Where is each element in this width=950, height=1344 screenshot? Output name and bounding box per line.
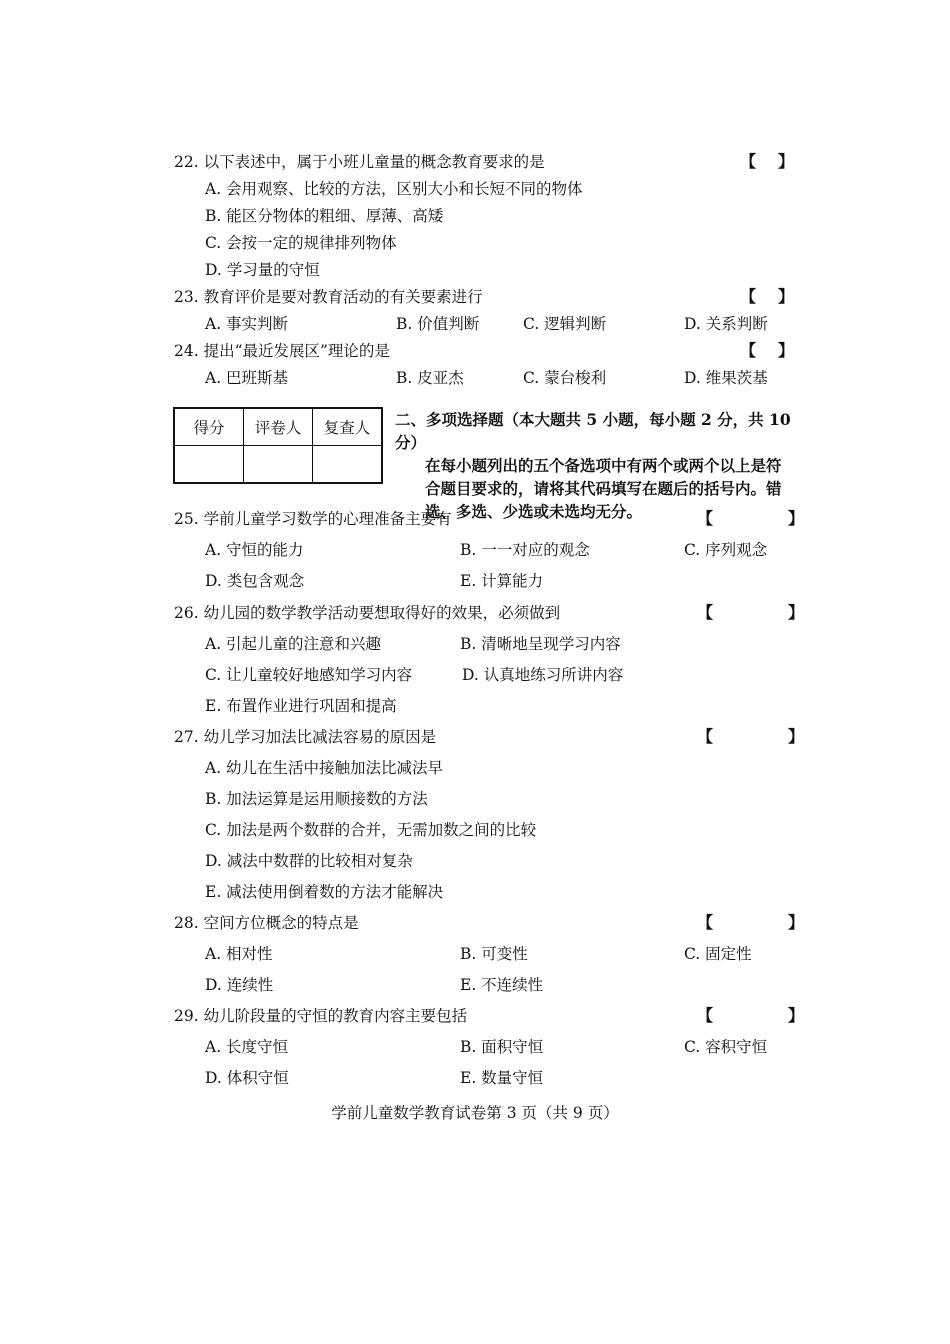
question-22-option-d: D. 学习量的守恒 (205, 261, 320, 279)
question-26-option-c: C. 让儿童较好地感知学习内容 (205, 666, 413, 684)
question-27-option-d: D. 减法中数群的比较相对复杂 (205, 852, 413, 870)
answer-bracket-close: 】 (788, 913, 805, 932)
question-23-stem: 23. 教育评价是要对教育活动的有关要素进行 (174, 288, 483, 306)
question-22-option-b: B. 能区分物体的粗细、厚薄、高矮 (205, 207, 444, 225)
question-24-option-a: A. 巴班斯基 (205, 369, 289, 387)
answer-bracket-close: 】 (788, 509, 805, 528)
question-27-stem: 27. 幼儿学习加法比减法容易的原因是 (174, 728, 437, 746)
answer-bracket-close: 】 (778, 287, 795, 306)
grader-cell[interactable] (244, 446, 313, 484)
answer-bracket-open: 【 (740, 287, 757, 306)
question-29-option-a: A. 长度守恒 (205, 1038, 289, 1056)
question-28-option-e: E. 不连续性 (460, 976, 544, 994)
question-27-option-c: C. 加法是两个数群的合并，无需加数之间的比较 (205, 821, 537, 839)
grader-header: 评卷人 (244, 408, 313, 446)
section-2-instruction-line: 在每小题列出的五个备选项中有两个或两个以上是符 (425, 456, 782, 475)
question-26-option-a: A. 引起儿童的注意和兴趣 (205, 635, 382, 653)
question-26-option-b: B. 清晰地呈现学习内容 (460, 635, 621, 653)
answer-bracket-open: 【 (697, 1006, 714, 1025)
question-22-option-c: C. 会按一定的规律排列物体 (205, 234, 397, 252)
question-24-stem: 24. 提出“最近发展区”理论的是 (174, 342, 390, 360)
question-29-option-c: C. 容积守恒 (684, 1038, 768, 1056)
question-24-option-c: C. 蒙台梭利 (523, 369, 607, 387)
question-24-option-b: B. 皮亚杰 (396, 369, 464, 387)
section-2-header (395, 408, 815, 523)
question-29-stem: 29. 幼儿阶段量的守恒的教育内容主要包括 (174, 1007, 468, 1025)
section-2-instruction-line: 选、多选、少选或未选均无分。 (425, 502, 643, 521)
answer-bracket-open: 【 (697, 913, 714, 932)
question-25-option-c: C. 序列观念 (684, 541, 768, 559)
answer-bracket-close: 】 (788, 603, 805, 622)
question-23-option-d: D. 关系判断 (684, 315, 768, 333)
question-23-option-a: A. 事实判断 (205, 315, 289, 333)
section-2-instruction-line: 合题目要求的，请将其代码填写在题后的括号内。错 (425, 479, 782, 498)
question-27-option-e: E. 减法使用倒着数的方法才能解决 (205, 883, 444, 901)
question-25-option-a: A. 守恒的能力 (205, 541, 304, 559)
question-25-option-d: D. 类包含观念 (205, 572, 305, 590)
question-23-option-c: C. 逻辑判断 (523, 315, 607, 333)
answer-bracket-open: 【 (697, 603, 714, 622)
question-23-option-b: B. 价值判断 (396, 315, 480, 333)
question-22-option-a: A. 会用观察、比较的方法，区别大小和长短不同的物体 (205, 180, 583, 198)
question-28-option-a: A. 相对性 (205, 945, 273, 963)
score-header: 得分 (174, 408, 244, 446)
question-28-option-b: B. 可变性 (460, 945, 528, 963)
answer-bracket-open: 【 (697, 727, 714, 746)
question-29-option-d: D. 体积守恒 (205, 1069, 289, 1087)
question-26-option-d: D. 认真地练习所讲内容 (462, 666, 624, 684)
answer-bracket-close: 】 (778, 341, 795, 360)
section-2-title: 二、多项选择题（本大题共 5 小题，每小题 2 分，共 10 分） (395, 410, 791, 452)
reviewer-header: 复查人 (313, 408, 383, 446)
question-26-stem: 26. 幼儿园的数学教学活动要想取得好的效果，必须做到 (174, 604, 561, 622)
reviewer-cell[interactable] (313, 446, 383, 484)
question-29-option-b: B. 面积守恒 (460, 1038, 544, 1056)
question-28-stem: 28. 空间方位概念的特点是 (174, 914, 359, 932)
question-22-stem: 22. 以下表述中，属于小班儿童量的概念教育要求的是 (174, 153, 545, 171)
answer-bracket-open: 【 (697, 509, 714, 528)
answer-bracket-close: 】 (778, 152, 795, 171)
question-27-option-a: A. 幼儿在生活中接触加法比减法早 (205, 759, 444, 777)
answer-bracket-open: 【 (740, 152, 757, 171)
question-25-option-e: E. 计算能力 (460, 572, 544, 590)
score-table (173, 407, 383, 484)
answer-bracket-close: 】 (788, 1006, 805, 1025)
question-27-option-b: B. 加法运算是运用顺接数的方法 (205, 790, 428, 808)
question-24-option-d: D. 维果茨基 (684, 369, 768, 387)
page-footer: 学前儿童数学教育试卷第 3 页（共 9 页） (331, 1104, 619, 1122)
score-cell[interactable] (174, 446, 244, 484)
question-25-stem: 25. 学前儿童学习数学的心理准备主要有 (174, 510, 452, 528)
answer-bracket-close: 】 (788, 727, 805, 746)
question-28-option-d: D. 连续性 (205, 976, 274, 994)
question-28-option-c: C. 固定性 (684, 945, 752, 963)
question-25-option-b: B. 一一对应的观念 (460, 541, 590, 559)
question-29-option-e: E. 数量守恒 (460, 1069, 544, 1087)
answer-bracket-open: 【 (740, 341, 757, 360)
question-26-option-e: E. 布置作业进行巩固和提高 (205, 697, 397, 715)
